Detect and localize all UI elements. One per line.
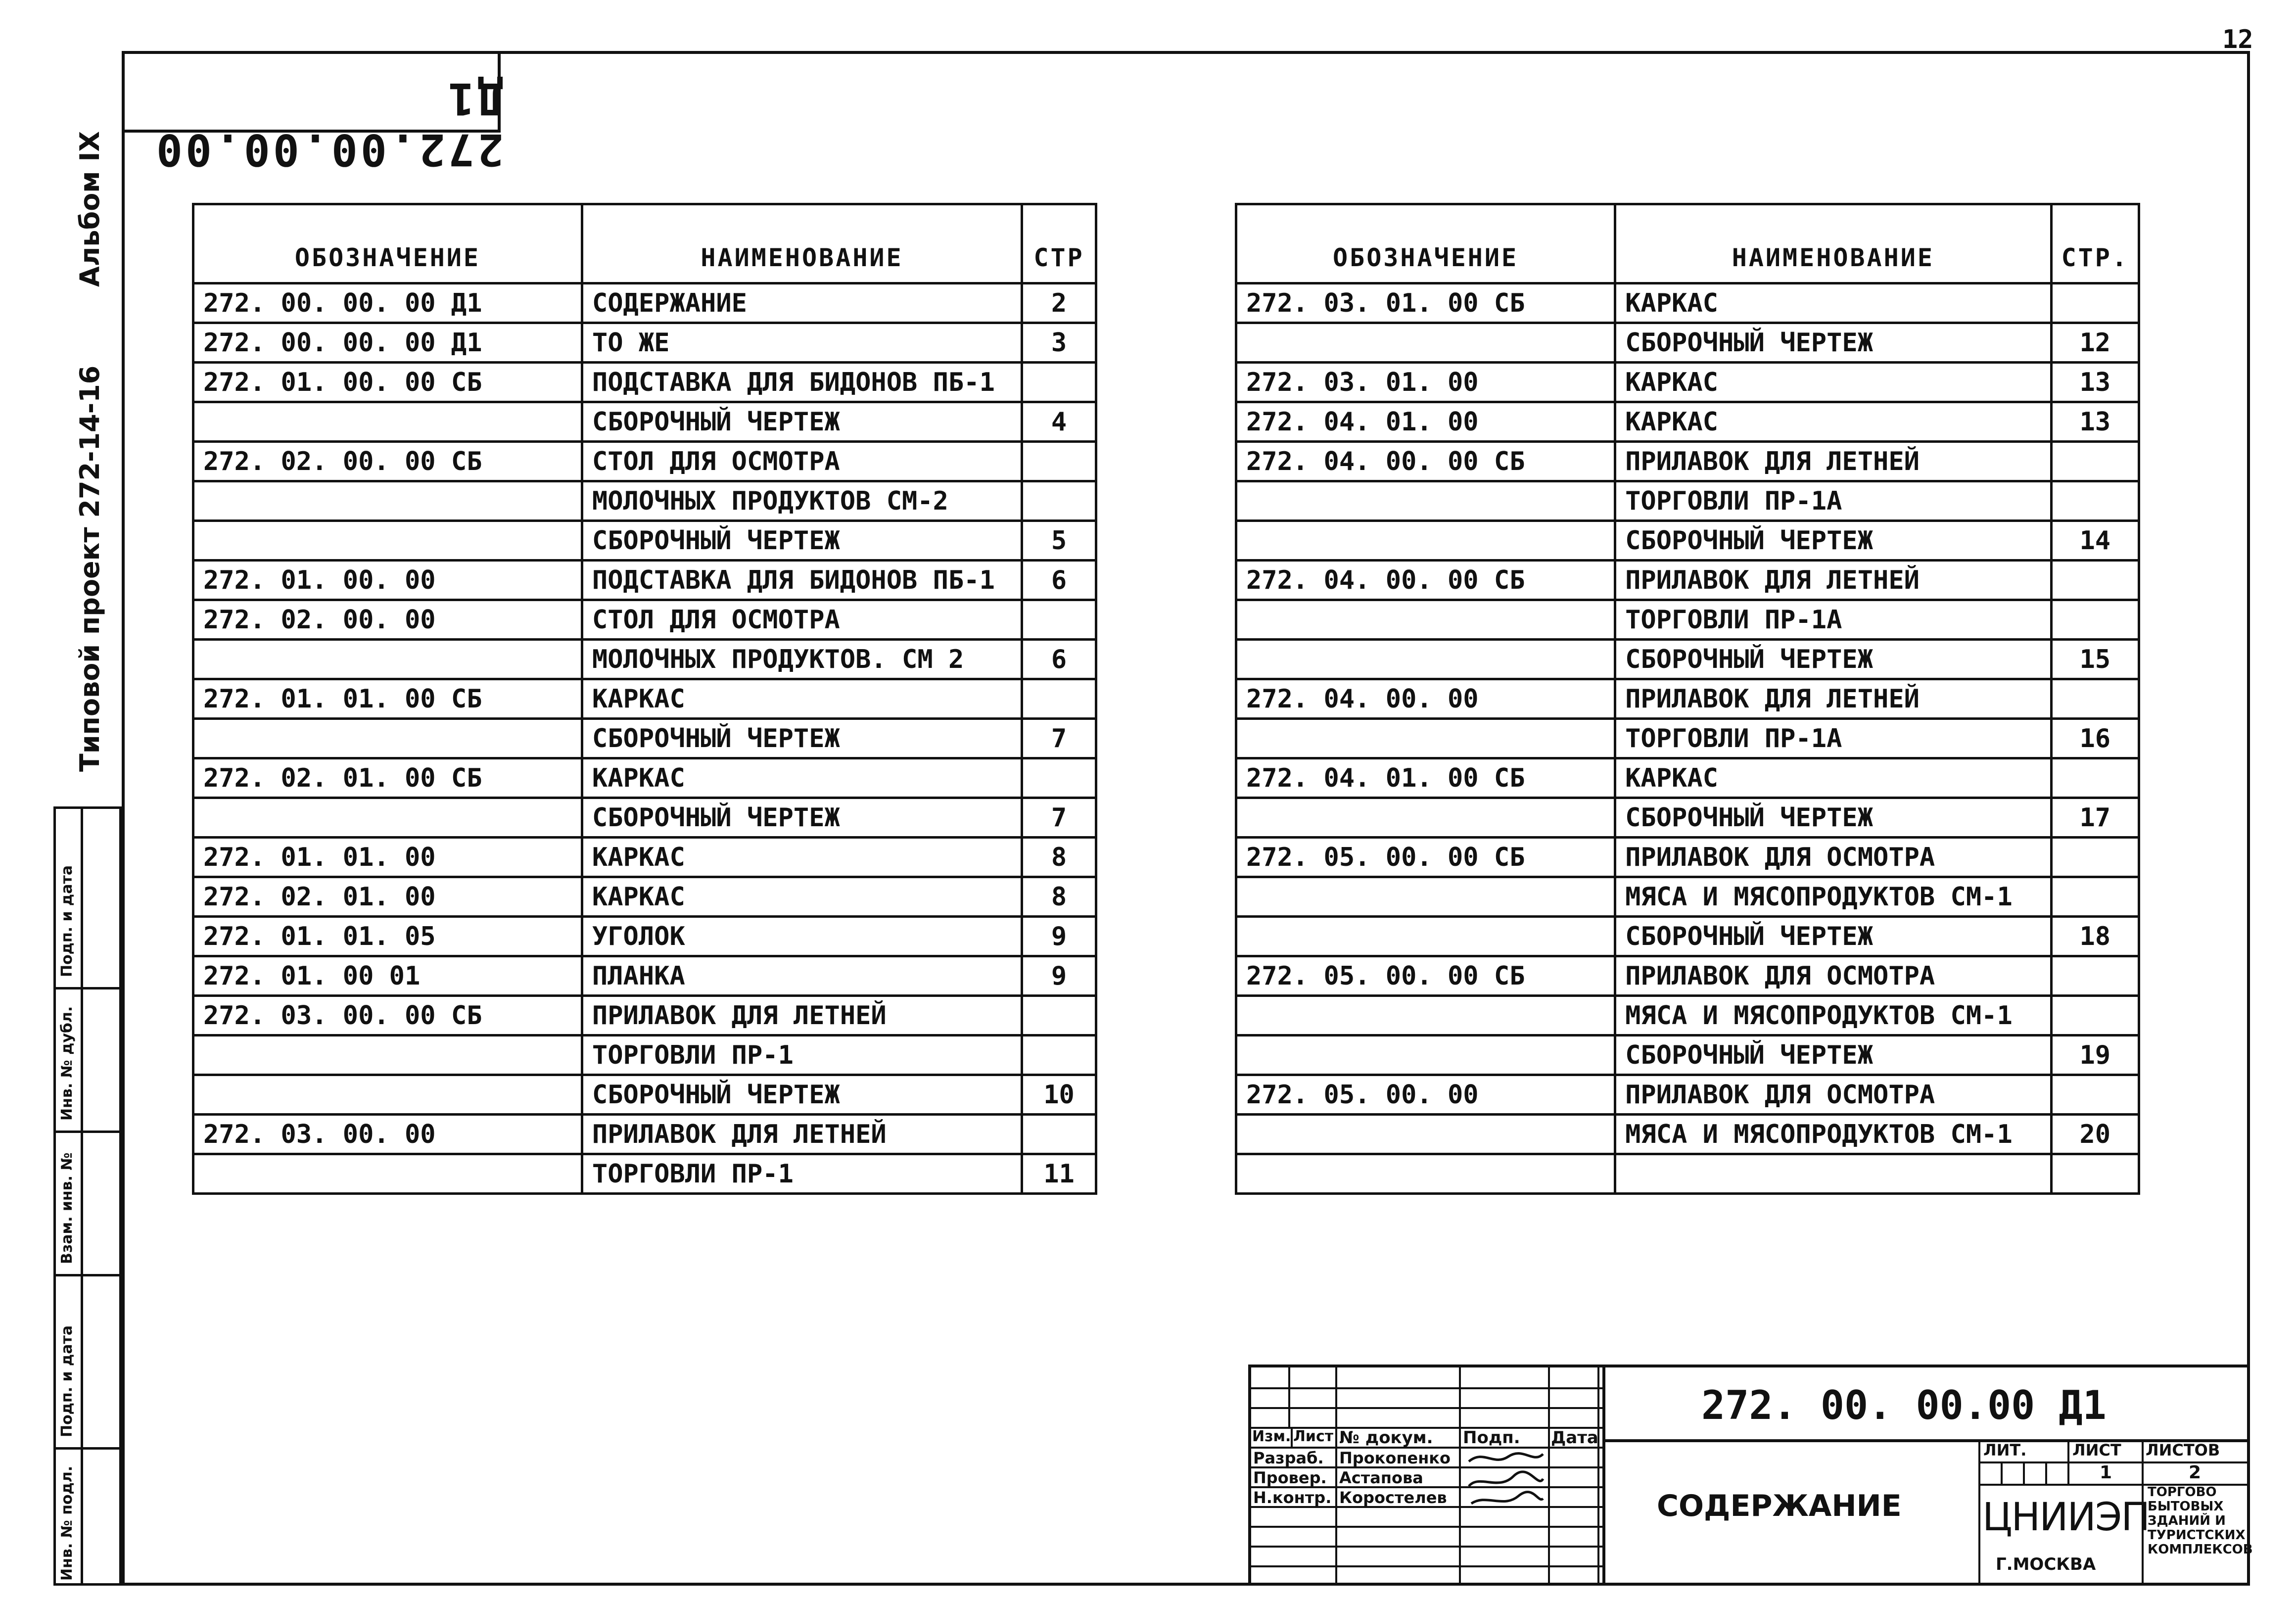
page-cell [2051,956,2139,996]
code-cell [193,402,582,442]
table-row [1236,917,2139,956]
name-cell: КАРКАС [582,758,1022,798]
col-header-name: НАИМЕНОВАНИЕ [582,204,1022,283]
table-row [193,996,1096,1036]
page-cell [2051,838,2139,877]
tb-sheet-number: 1 [2100,1462,2112,1483]
tb-sheets-label: ЛИСТОВ [2146,1441,2220,1460]
tb-header-doc-number: № докум. [1339,1428,1433,1448]
name-cell: ПОДСТАВКА ДЛЯ БИДОНОВ ПБ-1 [582,561,1022,600]
page-cell: 20 [2051,1115,2139,1154]
table-row [1236,1115,2139,1154]
table-row [193,679,1096,719]
table-row [1236,521,2139,561]
tb-header-signature: Подп. [1463,1428,1520,1448]
name-cell: ПРИЛАВОК ДЛЯ ЛЕТНЕЙ [1615,442,2051,481]
table-row [1236,402,2139,442]
code-cell [193,1154,582,1194]
code-cell [1236,1036,1615,1075]
page-cell [2051,758,2139,798]
page-cell [1022,996,1096,1036]
name-cell: МЯСА И МЯСОПРОДУКТОВ СМ-1 [1615,877,2051,917]
code-cell: 272. 04. 01. 00 СБ [1236,758,1615,798]
name-cell: КАРКАС [1615,758,2051,798]
tb-name-checker: Астапова [1339,1468,1423,1487]
table-row [1236,1075,2139,1115]
code-cell [1236,996,1615,1036]
page-cell: 8 [1022,838,1096,877]
code-cell [193,798,582,838]
table-row [193,1036,1096,1075]
tb-name-norm-control: Коростелев [1339,1488,1447,1507]
code-cell [193,640,582,679]
table-row [1236,838,2139,877]
table-row [193,402,1096,442]
name-cell: ПРИЛАВОК ДЛЯ ЛЕТНЕЙ [582,1115,1022,1154]
code-cell [193,521,582,561]
code-cell: 272. 01. 01. 00 СБ [193,679,582,719]
page-cell: 2 [1022,283,1096,323]
code-cell: 272. 02. 01. 00 СБ [193,758,582,798]
page-cell [2051,600,2139,640]
table-row [193,838,1096,877]
table-row [1236,640,2139,679]
code-cell: 272. 02. 00. 00 [193,600,582,640]
name-cell [1615,1154,2051,1194]
code-cell: 272. 05. 00. 00 [1236,1075,1615,1115]
strip-label-podp-data-2: Подп. и дата [58,865,76,977]
code-cell: 272. 04. 00. 00 СБ [1236,561,1615,600]
tb-header-date: Дата [1551,1428,1598,1448]
page-cell [2051,442,2139,481]
col-header-name: НАИМЕНОВАНИЕ [1615,204,2051,283]
table-row [193,798,1096,838]
name-cell: СТОЛ ДЛЯ ОСМОТРА [582,442,1022,481]
tb-org-name: ЦНИИЭП [1982,1495,2150,1540]
page-cell: 11 [1022,1154,1096,1194]
page-cell: 14 [2051,521,2139,561]
col-header-page: СТР. [2051,204,2139,283]
code-cell [1236,640,1615,679]
name-cell: МЯСА И МЯСОПРОДУКТОВ СМ-1 [1615,1115,2051,1154]
page-cell: 7 [1022,798,1096,838]
page-cell: 9 [1022,917,1096,956]
code-cell [1236,1115,1615,1154]
name-cell: ТОРГОВЛИ ПР-1А [1615,481,2051,521]
name-cell: СБОРОЧНЫЙ ЧЕРТЕЖ [582,521,1022,561]
page-cell [1022,600,1096,640]
name-cell: КАРКАС [582,679,1022,719]
col-header-designation: ОБОЗНАЧЕНИЕ [193,204,582,283]
code-cell [193,719,582,758]
code-cell [1236,1154,1615,1194]
page-cell [2051,996,2139,1036]
table-row [193,956,1096,996]
corner-stamp [124,53,504,175]
page-cell: 13 [2051,402,2139,442]
col-header-page: СТР [1022,204,1096,283]
code-cell [1236,719,1615,758]
page-cell [1022,481,1096,521]
code-cell: 272. 05. 00. 00 СБ [1236,838,1615,877]
code-cell: 272. 05. 00. 00 СБ [1236,956,1615,996]
name-cell: КАРКАС [1615,283,2051,323]
page-cell [2051,283,2139,323]
name-cell: ТОРГОВЛИ ПР-1 [582,1036,1022,1075]
table-row [1236,363,2139,402]
tb-org-description: ТОРГОВО БЫТОВЫХ ЗДАНИЙ И ТУРИСТСКИХ КОМПЛЕКСОВ [2148,1485,2253,1557]
table-row [193,561,1096,600]
table-row [193,877,1096,917]
page-cell [2051,481,2139,521]
table-row [193,917,1096,956]
page-cell [1022,679,1096,719]
table-row [193,719,1096,758]
table-row [193,521,1096,561]
name-cell: СТОЛ ДЛЯ ОСМОТРА [582,600,1022,640]
table-row [1236,956,2139,996]
page-cell: 9 [1022,956,1096,996]
col-header-designation: ОБОЗНАЧЕНИЕ [1236,204,1615,283]
page-cell: 16 [2051,719,2139,758]
code-cell: 272. 04. 00. 00 [1236,679,1615,719]
name-cell: КАРКАС [582,838,1022,877]
code-cell: 272. 03. 01. 00 [1236,363,1615,402]
name-cell: СБОРОЧНЫЙ ЧЕРТЕЖ [1615,1036,2051,1075]
name-cell: ПРИЛАВОК ДЛЯ ОСМОТРА [1615,956,2051,996]
tb-org-city: Г.МОСКВА [1996,1554,2096,1574]
page-cell: 13 [2051,363,2139,402]
page-cell: 18 [2051,917,2139,956]
table-row [1236,283,2139,323]
name-cell: ТОРГОВЛИ ПР-1А [1615,719,2051,758]
code-cell [1236,481,1615,521]
tb-document-code: 272. 00. 00.00 Д1 [1701,1382,2107,1428]
tb-header-list: Лист [1293,1428,1334,1445]
contents-table-left [192,203,1097,1195]
tb-name-developer: Прокопенко [1339,1449,1451,1467]
page-cell: 17 [2051,798,2139,838]
table-row [1236,442,2139,481]
code-cell: 272. 00. 00. 00 Д1 [193,283,582,323]
page-cell [2051,561,2139,600]
table-row [1236,798,2139,838]
strip-label-inv-dubl: Инв. № дубл. [58,1006,76,1121]
table-row [193,1075,1096,1115]
page-cell [2051,679,2139,719]
tb-stage-label: ЛИТ. [1983,1441,2027,1460]
table-row [1236,758,2139,798]
code-cell: 272. 03. 00. 00 СБ [193,996,582,1036]
strip-label-inv-podl: Инв. № подл. [58,1465,76,1581]
tb-header-izm: Изм. [1252,1428,1291,1445]
name-cell: МОЛОЧНЫХ ПРОДУКТОВ СМ-2 [582,481,1022,521]
name-cell: СБОРОЧНЫЙ ЧЕРТЕЖ [1615,323,2051,363]
page-cell: 6 [1022,561,1096,600]
code-cell: 272. 01. 00. 00 СБ [193,363,582,402]
table-row [193,481,1096,521]
strip-label-podp-data-1: Подп. и дата [58,1325,76,1437]
code-cell [193,1075,582,1115]
name-cell: МОЛОЧНЫХ ПРОДУКТОВ. СМ 2 [582,640,1022,679]
code-cell [1236,323,1615,363]
table-row [193,600,1096,640]
page-cell [1022,758,1096,798]
page-cell: 5 [1022,521,1096,561]
name-cell: СБОРОЧНЫЙ ЧЕРТЕЖ [582,719,1022,758]
name-cell: ПРИЛАВОК ДЛЯ ЛЕТНЕЙ [1615,561,2051,600]
tb-document-title: СОДЕРЖАНИЕ [1657,1489,1902,1523]
table-row [193,323,1096,363]
page-cell [2051,877,2139,917]
table-row [1236,323,2139,363]
code-cell: 272. 03. 01. 00 СБ [1236,283,1615,323]
tb-sheet-label: ЛИСТ [2072,1441,2121,1460]
page-cell: 8 [1022,877,1096,917]
name-cell: МЯСА И МЯСОПРОДУКТОВ СМ-1 [1615,996,2051,1036]
name-cell: УГОЛОК [582,917,1022,956]
table-row [1236,1036,2139,1075]
code-cell: 272. 00. 00. 00 Д1 [193,323,582,363]
table-row [1236,600,2139,640]
page-cell: 10 [1022,1075,1096,1115]
table-row [193,442,1096,481]
name-cell: СБОРОЧНЫЙ ЧЕРТЕЖ [582,798,1022,838]
page-cell [2051,1075,2139,1115]
corner-stamp-code: 272.00.00.00 Д1 [153,73,504,175]
page-cell [1022,442,1096,481]
page-cell [2051,1154,2139,1194]
page-number: 12 [2222,25,2253,54]
code-cell: 272. 01. 00. 00 [193,561,582,600]
name-cell: ТО ЖЕ [582,323,1022,363]
name-cell: ТОРГОВЛИ ПР-1А [1615,600,2051,640]
table-row [193,1154,1096,1194]
name-cell: ПРИЛАВОК ДЛЯ ЛЕТНЕЙ [1615,679,2051,719]
name-cell: СБОРОЧНЫЙ ЧЕРТЕЖ [1615,917,2051,956]
code-cell: 272. 03. 00. 00 [193,1115,582,1154]
name-cell: СБОРОЧНЫЙ ЧЕРТЕЖ [582,1075,1022,1115]
name-cell: СБОРОЧНЫЙ ЧЕРТЕЖ [1615,521,2051,561]
table-row [1236,481,2139,521]
name-cell: КАРКАС [1615,402,2051,442]
name-cell: ПРИЛАВОК ДЛЯ ОСМОТРА [1615,1075,2051,1115]
code-cell [1236,798,1615,838]
code-cell: 272. 01. 01. 00 [193,838,582,877]
table-row [1236,996,2139,1036]
code-cell: 272. 04. 00. 00 СБ [1236,442,1615,481]
name-cell: КАРКАС [582,877,1022,917]
tb-sheets-total: 2 [2189,1462,2202,1483]
code-cell: 272. 02. 01. 00 [193,877,582,917]
page-cell [1022,1036,1096,1075]
name-cell: ПРИЛАВОК ДЛЯ ОСМОТРА [1615,838,2051,877]
tb-role-checker: Провер. [1253,1468,1327,1487]
code-cell: 272. 01. 00 01 [193,956,582,996]
name-cell: СБОРОЧНЫЙ ЧЕРТЕЖ [1615,640,2051,679]
table-row [1236,1154,2139,1194]
signatures-graphic [1464,1447,1548,1511]
name-cell: КАРКАС [1615,363,2051,402]
table-row [193,283,1096,323]
table-row [193,758,1096,798]
page-cell [1022,363,1096,402]
page-cell: 3 [1022,323,1096,363]
name-cell: ПЛАНКА [582,956,1022,996]
code-cell: 272. 04. 01. 00 [1236,402,1615,442]
table-row [1236,561,2139,600]
code-cell [193,481,582,521]
table-row [1236,719,2139,758]
table-row [1236,877,2139,917]
page-cell: 4 [1022,402,1096,442]
code-cell [1236,521,1615,561]
name-cell: СБОРОЧНЫЙ ЧЕРТЕЖ [1615,798,2051,838]
name-cell: ПРИЛАВОК ДЛЯ ЛЕТНЕЙ [582,996,1022,1036]
tb-role-developer: Разраб. [1253,1449,1324,1467]
table-row [193,363,1096,402]
table-row [193,1115,1096,1154]
code-cell: 272. 02. 00. 00 СБ [193,442,582,481]
code-cell [193,1036,582,1075]
page-cell [1022,1115,1096,1154]
name-cell: СБОРОЧНЫЙ ЧЕРТЕЖ [582,402,1022,442]
tb-role-norm-control: Н.контр. [1253,1488,1332,1507]
project-label: Типовой проект 272-14-16 [74,365,105,772]
name-cell: ПОДСТАВКА ДЛЯ БИДОНОВ ПБ-1 [582,363,1022,402]
name-cell: ТОРГОВЛИ ПР-1 [582,1154,1022,1194]
title-block [1248,1365,2253,1586]
table-row [193,640,1096,679]
album-label: Альбом IX [74,131,105,287]
table-row [1236,679,2139,719]
contents-table-right [1235,203,2140,1195]
strip-label-vzam-inv: Взам. инв. № [58,1152,76,1264]
page-cell: 19 [2051,1036,2139,1075]
code-cell [1236,600,1615,640]
name-cell: СОДЕРЖАНИЕ [582,283,1022,323]
code-cell: 272. 01. 01. 05 [193,917,582,956]
page-cell: 12 [2051,323,2139,363]
page-cell: 7 [1022,719,1096,758]
code-cell [1236,917,1615,956]
code-cell [1236,877,1615,917]
page-cell: 15 [2051,640,2139,679]
page-cell: 6 [1022,640,1096,679]
